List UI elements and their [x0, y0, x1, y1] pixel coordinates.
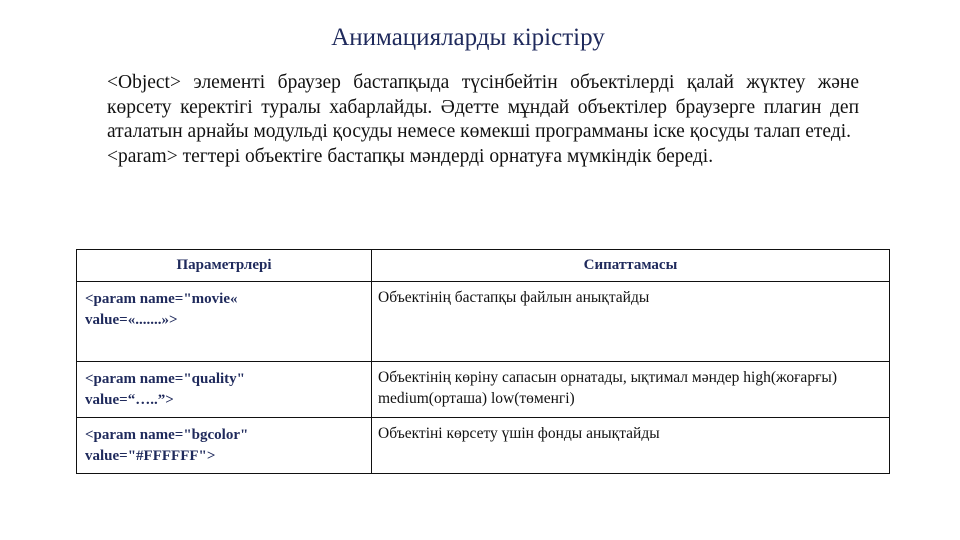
description-cell-movie: Объектінің бастапқы файлын анықтайды	[372, 282, 890, 362]
intro-text	[107, 71, 859, 169]
param-code-line: <param name="bgcolor"	[85, 427, 249, 443]
param-code-line: value="#FFFFFF">	[85, 448, 216, 464]
table-row	[77, 282, 890, 362]
param-code-line: value=«.......»>	[85, 312, 178, 328]
param-cell-movie	[77, 282, 372, 362]
param-cell-quality	[77, 362, 372, 418]
description-cell-quality: Объектінің көріну сапасын орнатады, ықтимал мәндер high(жоғарғы) medium(орташа) low(төменгі)	[372, 362, 890, 418]
table-row	[77, 362, 890, 418]
header-parameters: Параметрлері	[77, 250, 372, 282]
param-code-line: value=“…..”>	[85, 392, 174, 408]
param-code-line: <param name="quality"	[85, 371, 246, 387]
param-cell-bgcolor	[77, 418, 372, 474]
table-header-row	[77, 250, 890, 282]
parameters-table	[76, 249, 890, 474]
slide-title: Анимацияларды кірістіру	[331, 24, 605, 51]
intro-paragraph-object: <Object> элементі браузер бастапқыда түсінбейтін объектілерді қалай жүктеу және көрсету керектігі туралы хабарлайды. Әдетте мұндай объектілер браузерге плагин деп аталатын арнайы модульді қосуды немесе көмекші программаны іске қосуды талап етеді.	[107, 72, 859, 143]
table-row	[77, 418, 890, 474]
header-description: Сипаттамасы	[372, 250, 890, 282]
param-code-line: <param name="movie«	[85, 291, 238, 307]
intro-paragraph-param: <param> тегтері объектіге бастапқы мәндерді орнатуға мүмкіндік береді.	[107, 145, 714, 167]
description-cell-bgcolor: Объектіні көрсету үшін фонды анықтайды	[372, 418, 890, 474]
